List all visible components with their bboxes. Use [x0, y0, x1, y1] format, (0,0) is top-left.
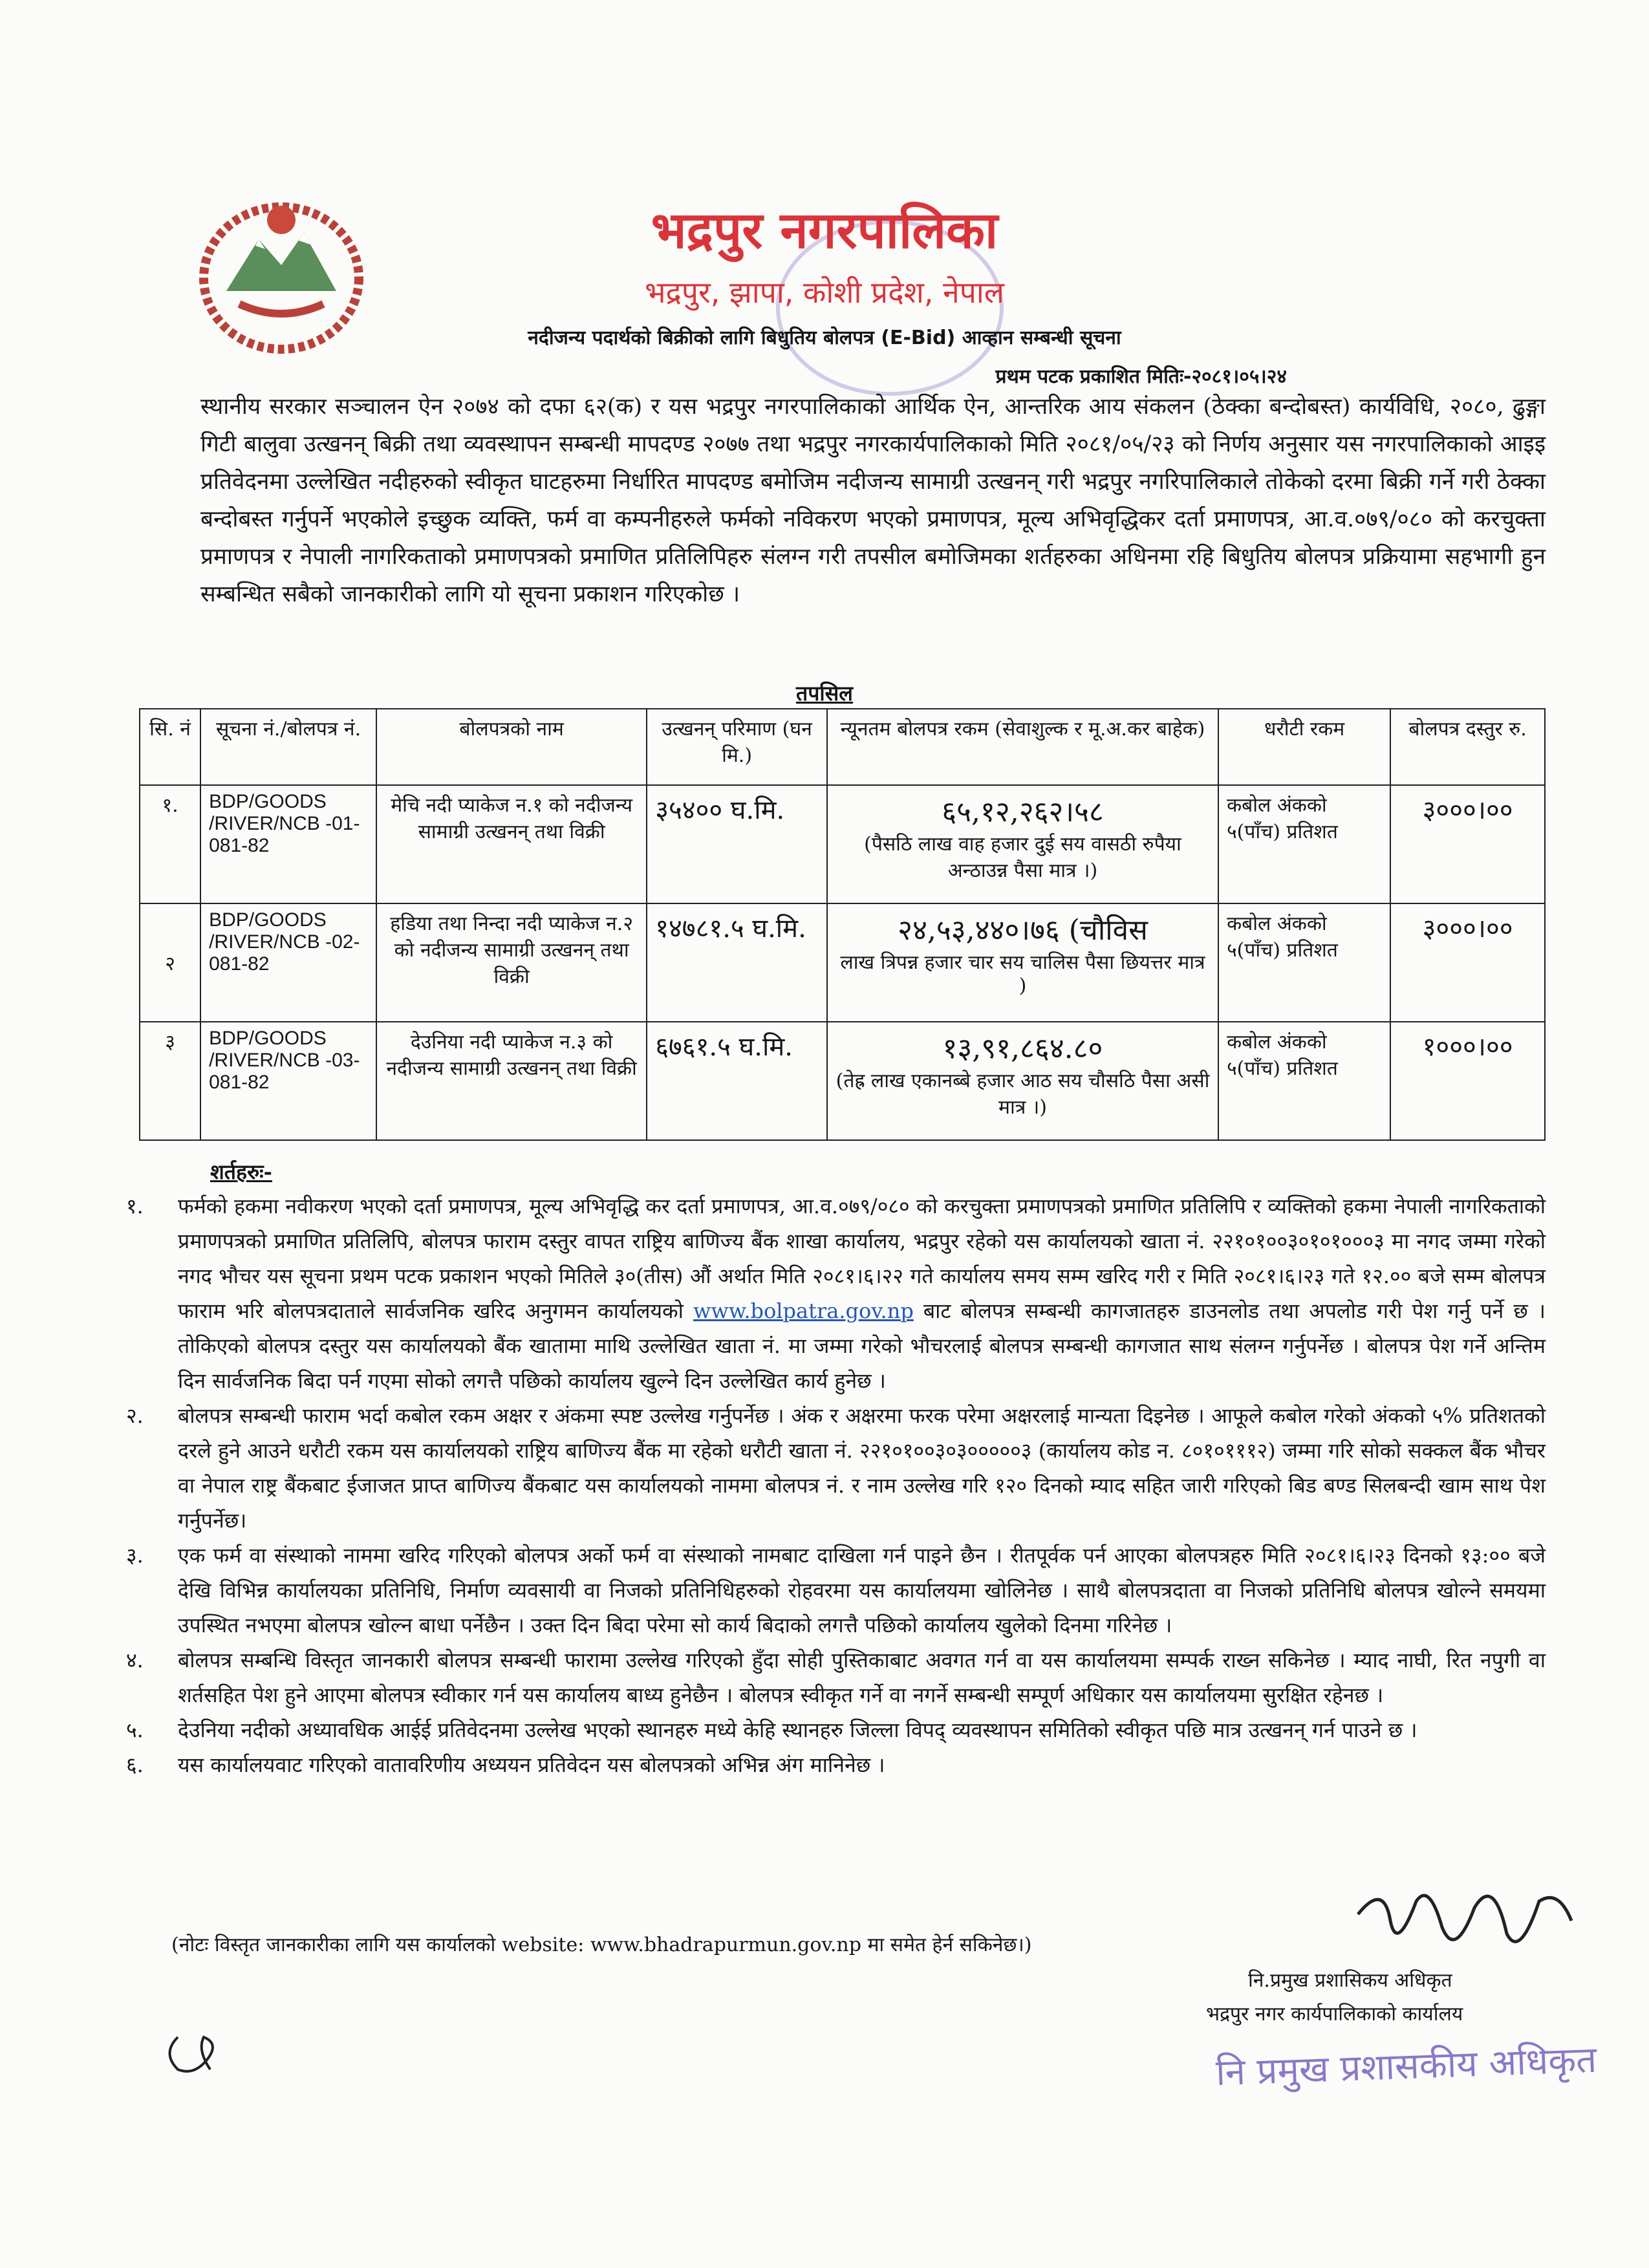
condition-item: [126, 1538, 1546, 1643]
condition-item: [126, 1398, 1546, 1538]
col-header-fee: बोलपत्र दस्तुर रु.: [1390, 709, 1545, 785]
condition-text: बोलपत्र सम्बन्धि विस्तृत जानकारी बोलपत्र सम्बन्धी फारामा उल्लेख गरिएको हुँदा सोही पुस्तिकाबाट अवगत गर्न वा यस कार्यालयमा सम्पर्क राख्न सकिनेछ । म्याद नाघी, रित नपुगी वा शर्तसहित पेश हुने आएमा बोलपत्र स्वीकार गर्न यस कार्यालय बाध्य हुनेछैन । बोलपत्र स्वीकृत गर्ने वा नगर्ने सम्बन्धी सम्पूर्ण अधिकार यस कार्यालयमा सुरक्षित रहेनछ ।: [178, 1648, 1546, 1707]
col-header-sn: सि. नं: [140, 709, 200, 785]
amount-words: लाख त्रिपन्न हजार चार सय चालिस पैसा छियत्तर मात्र ): [840, 951, 1205, 997]
notice-heading: नदीजन्य पदार्थको बिक्रीको लागि बिधुतिय बोलपत्र (E-Bid) आव्हान सम्बन्धी सूचना: [528, 327, 1121, 349]
condition-number: ६.: [126, 1753, 144, 1777]
condition-number: ३.: [126, 1543, 144, 1568]
condition-item: [126, 1747, 1546, 1782]
amount-figure: ६५,१२,२६२।५८: [942, 795, 1104, 828]
table-row: [140, 1022, 1545, 1140]
amount-words: (पैसठि लाख वाह हजार दुई सय वासठी रुपैया अन्ठाउन्न पैसा मात्र ।): [864, 833, 1181, 882]
cell-ref: BDP/GOODS /RIVER/NCB -02-081-82: [200, 903, 376, 1022]
condition-text: देउनिया नदीको अध्यावधिक आईई प्रतिवेदनमा उल्लेख भएको स्थानहरु मध्ये केहि स्थानहरु जिल्ला विपद् व्यवस्थापन समितिको स्वीकृत पछि मात्र उत्खनन् गर्न पाउने छ ।: [178, 1718, 1417, 1742]
condition-text: फर्मको हकमा नवीकरण भएको दर्ता प्रमाणपत्र, मूल्य अभिवृद्धि कर दर्ता प्रमाणपत्र, आ.व.०७९/०८० को करचुक्ता प्रमाणपत्रको प्रमाणित प्रतिलिपि र व्यक्तिको हकमा नेपाली नागरिकताको प्रमाणपत्रको प्रमाणित प्रतिलिपि, बोलपत्र फाराम दस्तुर वापत राष्ट्रिय बाणिज्य बैंक शाखा कार्यालय, भद्रपुर रहेको यस कार्यालयको खाता नं. २२१०१००३०१०१०००३ मा नगद जम्मा गरेको नगद भौचर यस सूचना प्रथम पटक प्रकाशन भएको मितिले ३०(तीस) औं अर्थात मिति २०८१।६।२२ गते कार्यालय समय सम्म खरिद गरी र मिति २०८१।६।२३ गते १२.०० बजे सम्म बोलपत्र फाराम भरि बोलपत्रदाताले सार्वजनिक खरिद अनुगमन कार्यालयको: [178, 1194, 1546, 1323]
cell-sn: ३: [140, 1022, 200, 1140]
cell-name: हडिया तथा निन्दा नदी प्याकेज न.२ को नदीजन्य सामाग्री उत्खनन् तथा विक्री: [376, 903, 647, 1022]
condition-number: १.: [126, 1194, 144, 1218]
condition-item: [126, 1189, 1546, 1398]
cell-amount: [827, 1022, 1218, 1140]
amount-words: (तेह्र लाख एकानब्बे हजार आठ सय चौसठि पैसा असी मात्र ।): [835, 1070, 1210, 1119]
cell-fee: १०००।००: [1390, 1022, 1545, 1140]
conditions-list: [126, 1189, 1546, 1782]
col-header-volume: उत्खनन् परिमाण (घन मि.): [647, 709, 827, 785]
condition-number: ४.: [126, 1648, 144, 1672]
cell-deposit: कबोल अंकको ५(पाँच) प्रतिशत: [1218, 1022, 1390, 1140]
condition-text-cont: बाट बोलपत्र सम्बन्धी कागजातहरु डाउनलोड तथा अपलोड गरी पेश गर्नु पर्ने छ । तोकिएको बोलपत्र दस्तुर यस कार्यालयको बैंक खातामा माथि उल्लेखित खाता नं. मा जम्मा गरेको भौचरलाई बोलपत्र सम्बन्धी कागजात साथ संलग्न गर्नुपर्नेछ । बोलपत्र पेश गर्ने अन्तिम दिन सार्वजनिक बिदा पर्न गएमा सोको लगत्तै पछिको कार्यालय खुल्ने दिन उल्लेखित कार्य हुनेछ ।: [178, 1299, 1546, 1393]
cell-amount: [827, 785, 1218, 903]
table-caption: तपसिल: [795, 681, 854, 706]
table-row: [140, 785, 1545, 903]
amount-figure: १३,९१,८६४.८०: [942, 1032, 1103, 1065]
table-header-row: [140, 709, 1545, 785]
cell-volume: ३५४०० घ.मि.: [647, 785, 827, 903]
cell-deposit: कबोल अंकको ५(पाँच) प्रतिशत: [1218, 903, 1390, 1022]
publish-date: प्रथम पटक प्रकाशित मितिः-२०८१।०५।२४: [995, 365, 1287, 388]
cell-sn: २: [140, 903, 200, 1022]
bolpatra-link[interactable]: www.bolpatra.gov.np: [693, 1299, 914, 1323]
condition-number: २.: [126, 1403, 144, 1428]
conditions-title: शर्तहरुः-: [210, 1160, 272, 1184]
org-address: भद्रपुर, झापा, कोशी प्रदेश, नेपाल: [645, 275, 1004, 310]
cell-name: देउनिया नदी प्याकेज न.३ को नदीजन्य सामाग्री उत्खनन् तथा विक्री: [376, 1022, 647, 1140]
col-header-name: बोलपत्रको नाम: [376, 709, 647, 785]
org-title: भद्रपुर नगरपालिका: [651, 202, 998, 260]
amount-figure: २४,५३,४४०।७६ (चौविस: [898, 914, 1148, 947]
cell-volume: १४७८१.५ घ.मि.: [647, 903, 827, 1022]
col-header-deposit: धरौटी रकम: [1218, 709, 1390, 785]
cell-sn: १.: [140, 785, 200, 903]
col-header-amount: न्यूनतम बोलपत्र रकम (सेवाशुल्क र मू.अ.कर बाहेक): [827, 709, 1218, 785]
signature-icon: [1345, 1875, 1584, 1966]
handwritten-mark-icon: [158, 2024, 230, 2082]
cell-name: मेचि नदी प्याकेज न.१ को नदीजन्य सामाग्री उत्खनन् तथा विक्री: [376, 785, 647, 903]
intro-paragraph: स्थानीय सरकार सञ्चालन ऐन २०७४ को दफा ६२(क) र यस भद्रपुर नगरपालिकाको आर्थिक ऐन, आन्तरिक आय संकलन (ठेक्का बन्दोबस्त) कार्यविधि, २०८०, ढुङ्गा गिटी बालुवा उत्खनन् बिक्री तथा व्यवस्थापन सम्बन्धी मापदण्ड २०७७ तथा भद्रपुर नगरकार्यपालिकाको मिति २०८१/०५/२३ को निर्णय अनुसार यस नगरपालिकाको आइइ प्रतिवेदनमा उल्लेखित नदीहरुको स्वीकृत घाटहरुमा निर्धारित मापदण्ड बमोजिम नदीजन्य सामाग्री उत्खनन् गरी भद्रपुर नगरिपालिकाले तोकेको दरमा बिक्री गर्ने गरी ठेक्का बन्दोबस्त गर्नुपर्ने भएकोले इच्छुक व्यक्ति, फर्म वा कम्पनीहरुले फर्मको नविकरण भएको प्रमाणपत्र, मूल्य अभिवृद्धिकर दर्ता प्रमाणपत्र, आ.व.०७९/०८० को करचुक्ता प्रमाणपत्र र नेपाली नागरिकताको प्रमाणपत्रको प्रमाणित प्रतिलिपिहरु संलग्न गरी तपसील बमोजिमका शर्तहरुका अधिनमा रहि बिधुतिय बोलपत्र प्रक्रियामा सहभागी हुन सम्बन्धित सबैको जानकारीको लागि यो सूचना प्रकाशन गरिएकोछ ।: [200, 394, 1546, 607]
condition-text: यस कार्यालयवाट गरिएको वातावरिणीय अध्ययन प्रतिवेदन यस बोलपत्रको अभिन्न अंग मानिनेछ ।: [178, 1753, 885, 1777]
cell-volume: ६७६१.५ घ.मि.: [647, 1022, 827, 1140]
tender-table: [139, 708, 1546, 1141]
signatory-title: नि.प्रमुख प्रशासिकय अधिकृत: [1248, 1969, 1452, 1992]
cell-deposit: कबोल अंकको ५(पाँच) प्रतिशत: [1218, 785, 1390, 903]
table-row: [140, 903, 1545, 1022]
cell-ref: BDP/GOODS /RIVER/NCB -01-081-82: [200, 785, 376, 903]
signatory-office: भद्रपुर नगर कार्यपालिकाको कार्यालय: [1206, 2003, 1463, 2025]
col-header-ref: सूचना नं./बोलपत्र नं.: [200, 709, 376, 785]
cell-amount: [827, 903, 1218, 1022]
cell-ref: BDP/GOODS /RIVER/NCB -03-081-82: [200, 1022, 376, 1140]
condition-text: एक फर्म वा संस्थाको नाममा खरिद गरिएको बोलपत्र अर्को फर्म वा संस्थाको नामबाट दाखिला गर्न पाइने छैन । रीतपूर्वक पर्न आएका बोलपत्रहरु मिति २०८१।६।२३ दिनको १३:०० बजे देखि विभिन्न कार्यालयका प्रतिनिधि, निर्माण व्यवसायी वा निजको प्रतिनिधिहरुको रोहवरमा यस कार्यालयमा खोलिनेछ । साथै बोलपत्रदाता वा निजको प्रतिनिधि बोलपत्र खोल्ने समयमा उपस्थित नभएमा बोलपत्र खोल्न बाधा पर्नेछैन । उक्त दिन बिदा परेमा सो कार्य बिदाको लगत्तै पछिको कार्यालय खुलेको दिनमा गरिनेछ ।: [178, 1543, 1546, 1637]
cell-fee: ३०००।००: [1390, 903, 1545, 1022]
condition-text: बोलपत्र सम्बन्धी फाराम भर्दा कबोल रकम अक्षर र अंकमा स्पष्ट उल्लेख गर्नुपर्नेछ । अंक र अक्षरमा फरक परेमा अक्षरलाई मान्यता दिइनेछ । आफूले कबोल गरेको अंकको ५% प्रतिशतको दरले हुने आउने धरौटी रकम यस कार्यालयको राष्ट्रिय बाणिज्य बैंक मा रहेको धरौटी खाता नं. २२१०१००३०३०००००३ (कार्यालय कोड न. ८०१०१११२) जम्मा गरि सोको सक्कल बैंक भौचर वा नेपाल राष्ट्र बैंकबाट ईजाजत प्राप्त बाणिज्य बैंकबाट यस कार्यालयको नाममा बोलपत्र नं. र नाम उल्लेख गरि १२० दिनको म्याद सहित जारी गरिएको बिड बण्ड सिलबन्दी खाम साथ पेश गर्नुपर्नेछ।: [178, 1403, 1546, 1533]
condition-item: [126, 1712, 1546, 1747]
condition-item: [126, 1643, 1546, 1712]
footer-note: (नोटः विस्तृत जानकारीका लागि यस कार्यालको website: www.bhadrapurmun.gov.np मा समेत हेर्न सकिनेछ।): [171, 1934, 1032, 1956]
cell-fee: ३०००।००: [1390, 785, 1545, 903]
designation-stamp: नि प्रमुख प्रशासकीय अधिकृत: [1215, 2038, 1598, 2095]
condition-number: ५.: [126, 1718, 144, 1742]
